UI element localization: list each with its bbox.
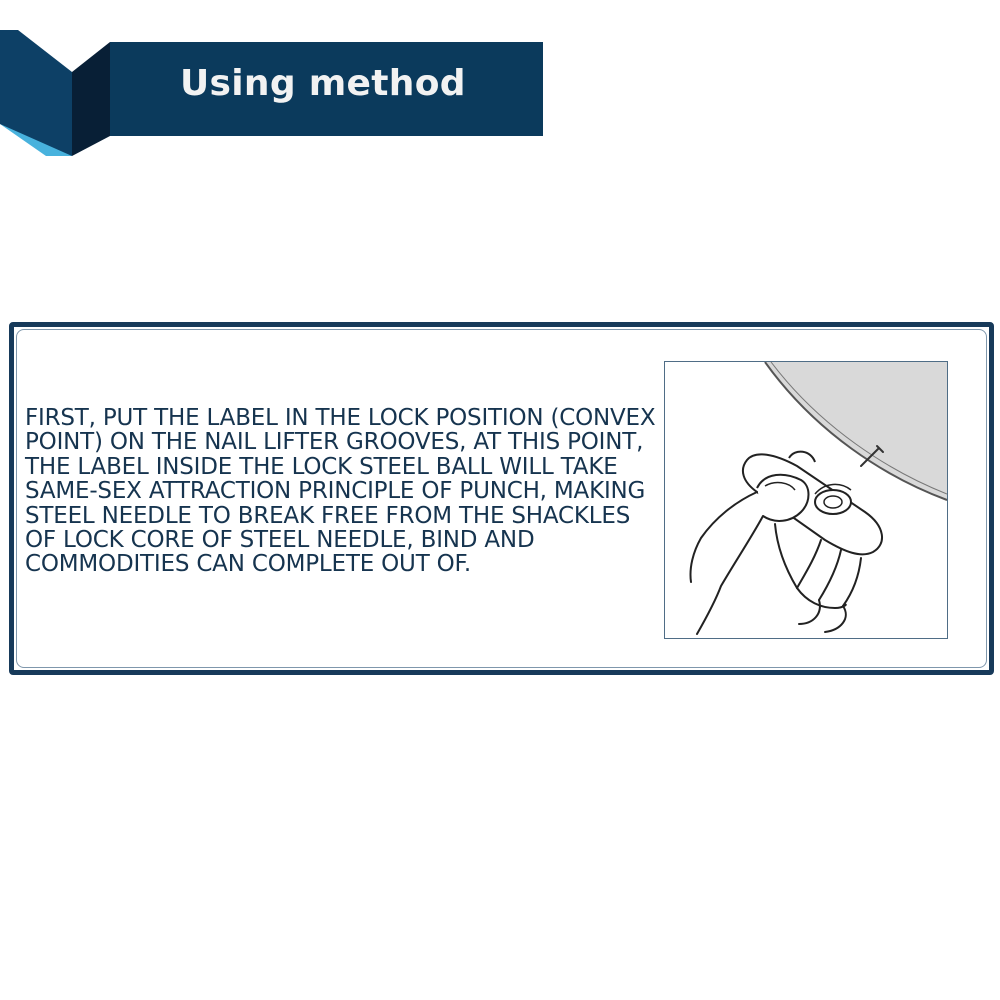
instruction-panel: [9, 322, 994, 675]
hand-detaching-security-tag-icon: [665, 362, 947, 638]
header-ribbon: [0, 28, 545, 158]
illustration-frame: [664, 361, 948, 639]
ribbon-inner-fold: [72, 42, 110, 156]
instruction-text: FIRST, PUT THE LABEL IN THE LOCK POSITION (CONVEX POINT) ON THE NAIL LIFTER GROOVES, AT THIS POINT, THE LABEL INSIDE THE LOCK STEEL BALL WILL TAKE SAME-SEX ATTRACTION PRINCIPLE OF PUNCH, MAKING STEEL NEEDLE TO BREAK FREE FROM THE SHACKLES OF LOCK CORE OF STEEL NEEDLE, BIND AND COMMODITIES CAN COMPLETE OUT OF.: [25, 405, 656, 578]
ribbon-left-fold: [0, 30, 72, 156]
page-title: Using method: [180, 63, 466, 104]
